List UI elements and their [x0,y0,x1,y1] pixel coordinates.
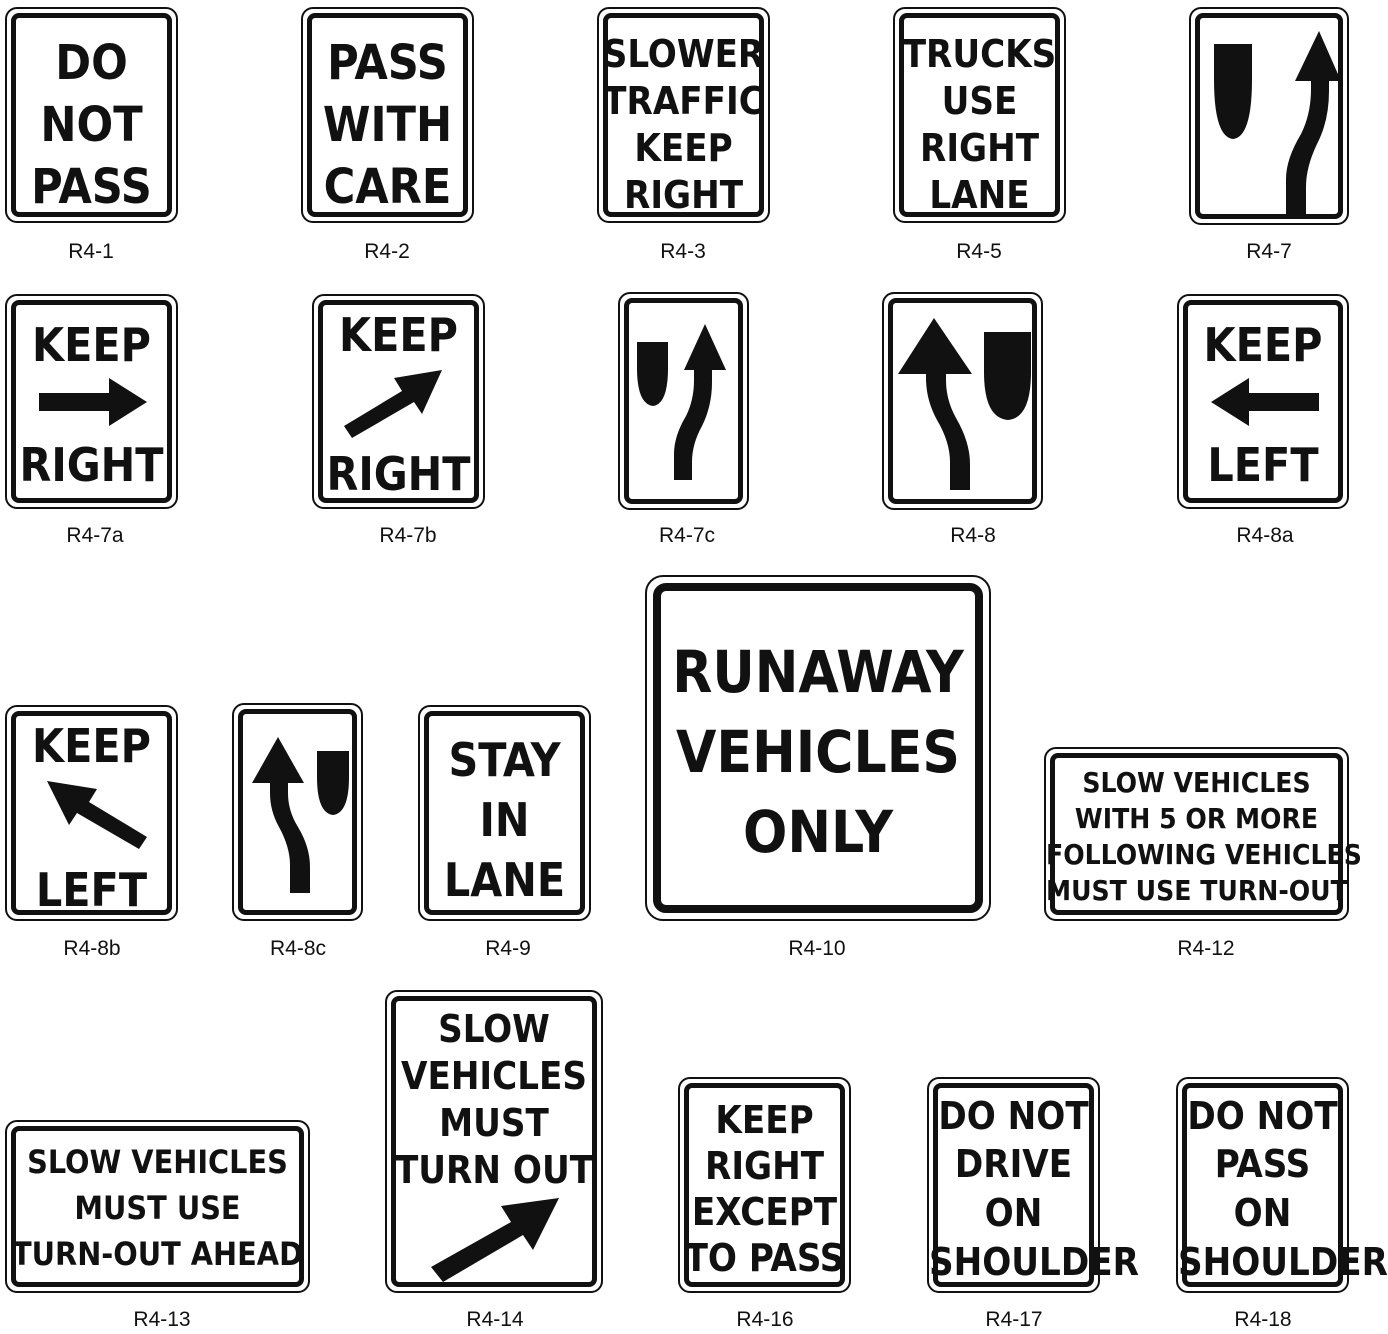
sign-text-line: SHOULDER [1178,1240,1388,1284]
sign-r4-10 [645,575,991,921]
sign-code-label: R4-18 [1234,1308,1292,1331]
sign-text-line: SLOW [438,1007,550,1051]
sign-code-label: R4-2 [364,240,410,263]
sign-text-line: VEHICLES [401,1054,587,1098]
keep-right-of-island-symbol [1191,9,1351,227]
sign-code-label: R4-10 [788,937,846,960]
sign-r4-3 [597,7,770,223]
sign-text-line: ONLY [742,798,893,866]
keep-left-of-island-symbol [234,705,365,923]
sign-text-line: LEFT [1207,438,1319,492]
sign-text-line: SLOWER [602,32,765,76]
sign-code-label: R4-1 [68,240,114,263]
keep-left-of-island-symbol [884,294,1045,512]
sign-code-label: R4-7a [66,524,124,547]
sign-text-line: SLOW VEHICLES [27,1143,288,1181]
sign-r4-17 [927,1077,1139,1293]
sign-text-line: RIGHT [919,126,1040,170]
sign-text-line: KEEP [1203,318,1323,372]
sign-text-line: PASS [1214,1142,1311,1186]
sign-text-line: VEHICLES [676,718,960,786]
sign-text-line: TRUCKS [902,32,1057,76]
sign-text-line: FOLLOWING VEHICLES [1046,838,1362,871]
sign-r4-7a [5,294,178,509]
sign-code-label: R4-16 [736,1308,794,1331]
median-island-icon [984,332,1031,420]
sign-r4-2 [301,7,474,223]
sign-r4-8b [5,705,178,921]
sign-code-label: R4-8b [63,937,121,960]
sign-text-line: KEEP [32,318,151,372]
sign-text-line: DO [55,35,128,91]
sign-code-label: R4-7 [1246,240,1292,263]
sign-text-line: IN [479,793,530,847]
sign-text-line: DO NOT [938,1094,1089,1138]
sign-code-label: R4-17 [985,1308,1043,1331]
sign-text-line: SHOULDER [929,1240,1139,1284]
sign-text-line: MUST USE [74,1189,241,1227]
median-island-icon [317,751,349,815]
sign-text-line: WITH 5 OR MORE [1074,802,1319,835]
sign-r4-12 [1044,747,1362,921]
sign-text-line: RUNAWAY [672,638,964,706]
sign-text-line: DO NOT [1187,1094,1338,1138]
sign-text-line: PASS [327,35,448,91]
sign-code-label: R4-8 [950,524,996,547]
sign-r4-8a [1177,294,1349,509]
sign-r4-8c [232,703,363,921]
sign-text-line: ON [984,1191,1043,1235]
sign-r4-14 [385,990,603,1293]
sign-text-line: KEEP [32,719,151,773]
sign-r4-7c [618,292,749,510]
sign-text-line: MUST [439,1101,549,1145]
sign-text-line: DRIVE [954,1142,1073,1186]
median-island-icon [1214,44,1252,139]
sign-text-line: RIGHT [19,438,164,492]
sign-text-line: USE [941,79,1018,123]
sign-text-line: KEEP [634,126,733,170]
keep-right-of-island-symbol [620,294,751,512]
diagonal-up-right-arrow-icon [387,992,605,1295]
sign-code-label: R4-9 [485,937,531,960]
curved-arrow-icon [1286,31,1341,214]
sign-r4-5 [893,7,1066,223]
sign-r4-7b [312,294,485,509]
sign-code-label: R4-7c [658,524,716,547]
sign-text-line: LANE [929,173,1030,217]
sign-code-label: R4-8c [269,937,327,960]
sign-text-line: RIGHT [704,1144,825,1188]
sign-text-line: NOT [40,97,143,153]
sign-code-label: R4-14 [466,1308,524,1331]
sign-text-line: LEFT [35,863,148,917]
sign-r4-9 [418,705,591,921]
curved-arrow-icon [674,324,726,480]
sign-text-line: CARE [323,159,452,215]
sign-text-line: KEEP [339,308,458,362]
sign-text-line: RIGHT [326,447,471,501]
sign-text-line: SLOW VEHICLES [1082,766,1311,799]
sign-text-line: STAY [448,733,561,787]
sign-text-line: EXCEPT [691,1190,838,1234]
sign-text-line: KEEP [715,1098,814,1142]
sign-text-line: LANE [443,853,566,907]
sign-text-line: TO PASS [684,1236,845,1280]
curved-arrow-icon [252,737,310,893]
sign-r4-7 [1189,7,1349,225]
sign-code-label: R4-3 [660,240,706,263]
sign-r4-18 [1176,1077,1388,1293]
sign-code-label: R4-8a [1236,524,1294,547]
sign-r4-13 [5,1120,310,1293]
sign-text-line: TURN OUT [394,1148,594,1192]
sign-code-label: R4-7b [379,524,437,547]
sign-text-line: TURN-OUT AHEAD [12,1235,303,1273]
sign-text-line: MUST USE TURN-OUT [1046,874,1348,907]
sign-text-line: TRAFFIC [603,79,764,123]
sign-r4-8 [882,292,1043,510]
sign-text-line: RIGHT [623,173,744,217]
sign-text-line: PASS [31,159,152,215]
sign-r4-16 [678,1077,851,1293]
sign-text-line: ON [1233,1191,1292,1235]
sign-text-line: WITH [322,97,453,153]
sign-r4-1 [5,7,178,223]
curved-arrow-icon [898,318,972,490]
sign-code-label: R4-5 [956,240,1002,263]
sign-code-label: R4-12 [1177,937,1235,960]
median-island-icon [637,342,668,406]
sign-code-label: R4-13 [133,1308,191,1331]
